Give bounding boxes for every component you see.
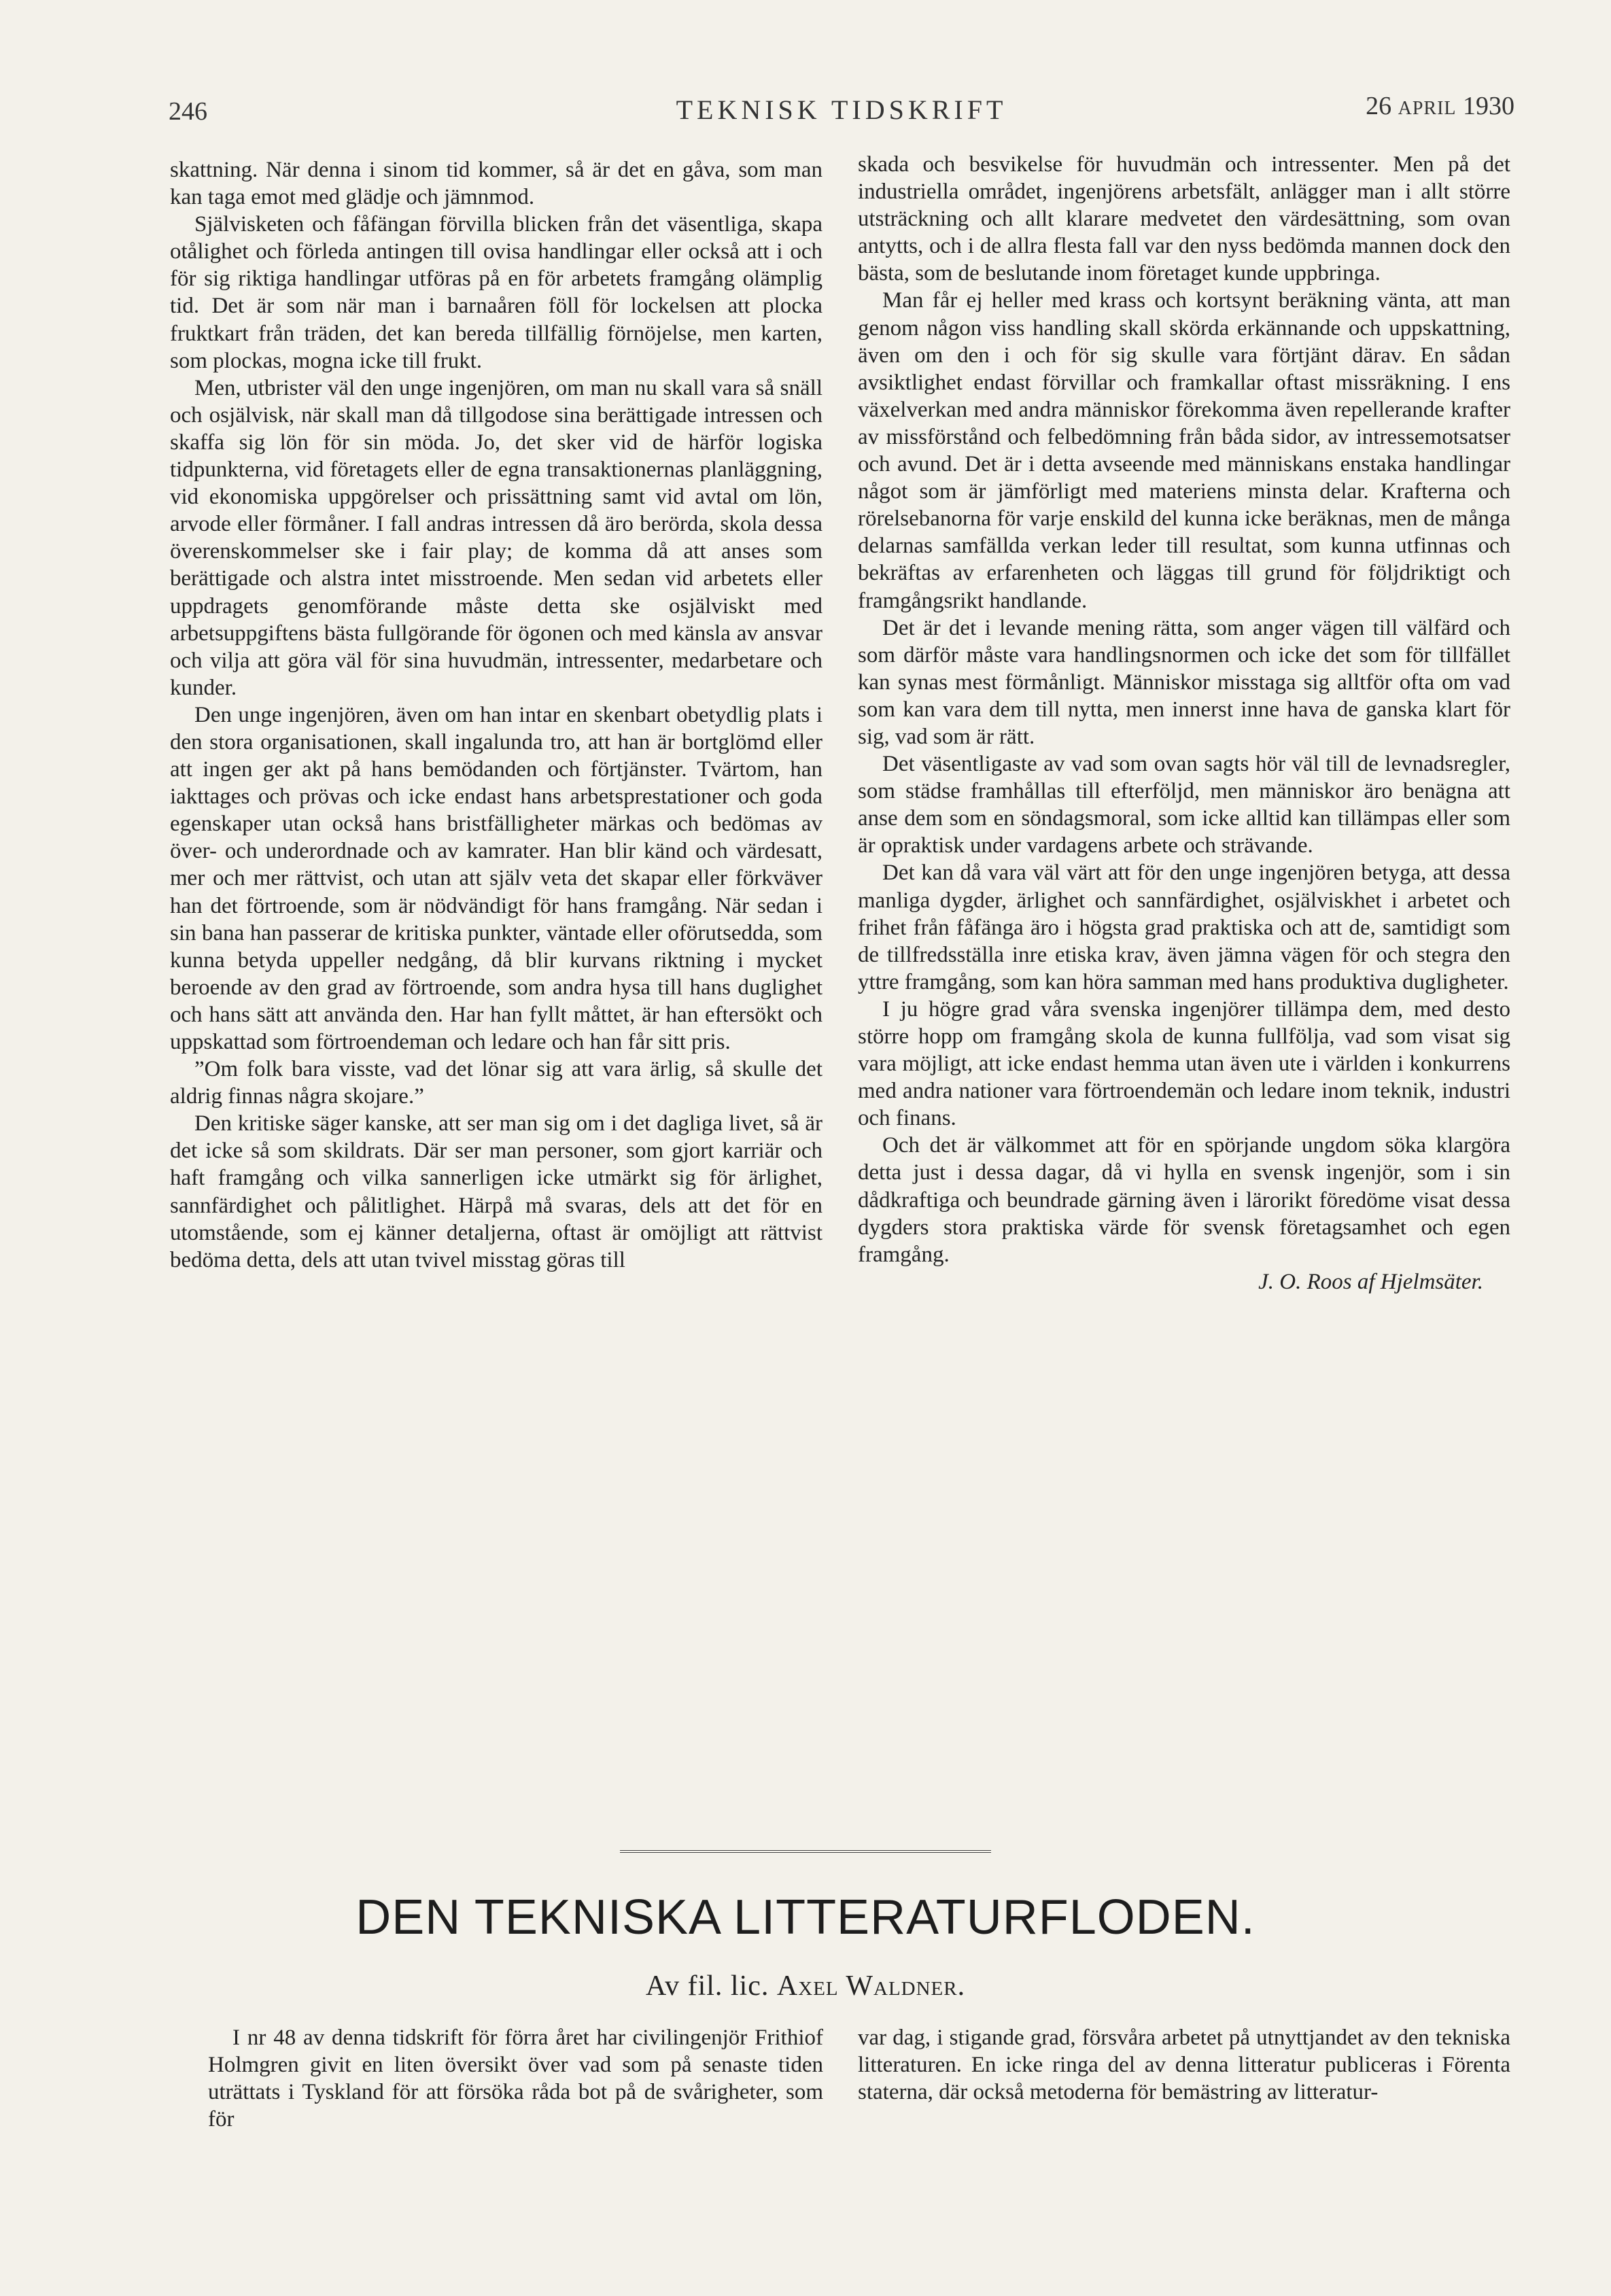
paragraph: skada och besvikelse för huvudmän och intressenter. Men på det industriella området, ingenjörens arbetsfält, anlägger man i allt större utsträckning och allt klarare medvetet den värdesättning, som ovan antytts, och i de allra flesta fall var den nyss bedömda mannen dock den bästa, som de beslutande inom företaget kunde uppbringa.	[858, 152, 1510, 286]
paragraph: Och det är välkommet att för en spörjande ungdom söka klargöra detta just i dessa dagar, då vi hylla en svensk ingenjör, som i sin dådkraftiga och beundrade gärning även i lärorikt föredöme visat dessa dygders stora praktiska värde för svensk företagsamhet och egen framgång.	[858, 1133, 1510, 1267]
byline-prefix: Av fil. lic.	[645, 1970, 769, 2002]
byline-author: Axel Waldner.	[776, 1970, 966, 2002]
article-title: DEN TEKNISKA LITTERATURFLODEN.	[356, 1890, 1255, 1945]
paragraph: Det kan då vara väl värt att för den unge ingenjören betyga, att dessa manliga dygder, ärlighet och sannfärdighet, osjälviskhet i arbetet och frihet från fåfänga äro i högsta grad praktiska och att de, samtidigt som de tillfredsställa inre etiska krav, även jämna vägen för och stegra den yttre framgång, som kan höra samman med hans produktiva dugligheter.	[858, 860, 1510, 994]
journal-title: TEKNISK TIDSKRIFT	[676, 94, 1007, 125]
paragraph: Men, utbrister väl den unge ingenjören, om man nu skall vara så snäll och osjälvisk, när skall man då tillgodose sina berättigade intressen och skaffa sig lön för sin möda. Jo, det sker vid de härför logiska tidpunkterna, vid företagets eller de egna transaktionernas planläggning, vid ekonomiska uppgörelser och prissättning samt vid avtal om lön, arvode eller förmåner. I fall andras intressen då äro berörda, skola dessa överenskommelser ske i fair play; de komma då att anses som berättigade och alstra intet misstroende. Men sedan vid arbetets eller uppdragets genomförande måste detta ske osjälviskt med arbetsuppgiftens bästa fullgörande för ögonen och med känsla av ansvar och vilja att göra väl för sina huvudmän, intressenter, medarbetare och kunder.	[170, 375, 822, 700]
right-column	[858, 151, 1510, 1295]
paragraph: I ju högre grad våra svenska ingenjörer tillämpa dem, med desto större hopp om framgång skola de kunna fullfölja, vad som visat sig vara möjligt, att icke endast hemma utan även ute i världen i konkurrens med andra nationer vara förtroendemän och ledare inom teknik, industri och finans.	[858, 996, 1510, 1131]
date-year: 1930	[1463, 92, 1514, 120]
paragraph: skattning. När denna i sinom tid kommer, så är det en gåva, som man kan taga emot med glädje och jämnmod.	[170, 158, 822, 210]
author-signature: J. O. Roos af Hjelmsäter.	[1258, 1269, 1483, 1294]
paragraph: Det är det i levande mening rätta, som anger vägen till välfärd och som därför måste vara handlingsnormen och icke det som för tillfället kan synas mest förmånligt. Människor misstaga sig alltför ofta om vad som kan vara dem till nytta, men innerst inne hava de ganska klart för sig, vad som är rätt.	[858, 615, 1510, 749]
page-header	[169, 87, 1514, 128]
date-month: APRIL	[1398, 98, 1457, 119]
page-number: 246	[169, 97, 207, 126]
section-divider	[620, 1850, 991, 1853]
paragraph: I nr 48 av denna tidskrift för förra året har civilingenjör Frithiof Holmgren givit en liten översikt över vad som på senaste tiden uträttats i Tyskland för att försöka råda bot på de svårigheter, som för	[208, 2025, 823, 2132]
paragraph: Den kritiske säger kanske, att ser man sig om i det dagliga livet, så är det icke så som skildrats. Där ser man personer, som gjort karriär och haft framgång och vilka sannerligen icke utmärkt sig för ärlighet, sannfärdighet och pålitlighet. Härpå må svaras, dels att det för en utomstående, som ej känner detaljerna, oftast är omöjligt att rättvist bedöma detta, dels att utan tvivel misstag göras till	[170, 1111, 822, 1272]
paragraph: Man får ej heller med krass och kortsynt beräkning vänta, att man genom någon viss handling skall skörda erkännande och uppskattning, även om den i och för sig skulle vara förtjänt därav. En sådan avsiktlighet endast förvillar och framkallar oftast missräkning. I ens växelverkan med andra människor förekomma även repellerande krafter av missförstånd och felbedömning från båda sidor, av intressemotsatser och avund. Det är i detta avseende med människans enstaka handlingar något som är jämförligt med materiens minsta delar. Krafterna och rörelsebanorna för varje enskild del kunna icke beräknas, men de många delarnas samfällda verkan leder till resultat, som kunna utfinnas och bekräftas av erfarenheten och läggas till grund för följdriktigt och framgångsrikt handlande.	[858, 288, 1510, 613]
issue-date	[1366, 91, 1514, 121]
left-column	[170, 156, 822, 1274]
date-day: 26	[1366, 92, 1392, 120]
paragraph: Den unge ingenjören, även om han intar en skenbart obetydlig plats i den stora organisationen, skall ingalunda tro, att han är bortglömd eller att ingen ger akt på hans bemödanden och förtjänster. Tvärtom, han iakttages och prövas och icke endast hans arbetsprestationer och goda egenskaper utan också hans bristfälligheter märkas och bedömas av över- och underordnade och av kamrater. Han blir känd och värdesatt, mer och mer rättvist, och utan att själv veta det skapar eller förkväver han det förtroende, som är nödvändigt för hans framgång. När sedan i sin bana han passerar de kritiska punkter, väntade eller oförutsedda, som kunna betyda uppeller nedgång, då blir kurvans riktning i mycket beroende av den grad av förtroende, som andra hysa till hans duglighet och hans sätt att använda den. Har han fyllt måttet, är han eftersökt och uppskattad som förtroendeman och ledare och han får sitt pris.	[170, 702, 822, 1054]
paragraph: Självisketen och fåfängan förvilla blicken från det väsentliga, skapa otålighet och förleda antingen till ovisa handlingar eller också att i och för sig riktiga handlingar utföras på en för arbetets framgång olämplig tid. Det är som när man i barnaåren föll för lockelsen att plocka fruktkart från träden, det kan bereda tillfällig förnöjelse, men karten, som plockas, mogna icke till frukt.	[170, 212, 822, 373]
article-byline	[0, 1970, 1611, 2002]
paragraph: ”Om folk bara visste, vad det lönar sig att vara ärlig, så skulle det aldrig finnas några skojare.”	[170, 1057, 822, 1109]
paragraph: var dag, i stigande grad, försvåra arbetet på utnyttjandet av den tekniska litteraturen. En icke ringa del av denna litteratur publiceras i Förenta staterna, där också metoderna för bemästring av litteratur-	[858, 2025, 1510, 2105]
article-right-column	[858, 2024, 1510, 2106]
article-left-column	[208, 2024, 823, 2133]
paragraph: Det väsentligaste av vad som ovan sagts hör väl till de levnadsregler, som städse framhållas till efterföljd, men människor äro benägna att anse dem som en söndagsmoral, som icke alltid kan tillämpas eller som är opraktisk under vardagens arbete och strävande.	[858, 752, 1510, 858]
